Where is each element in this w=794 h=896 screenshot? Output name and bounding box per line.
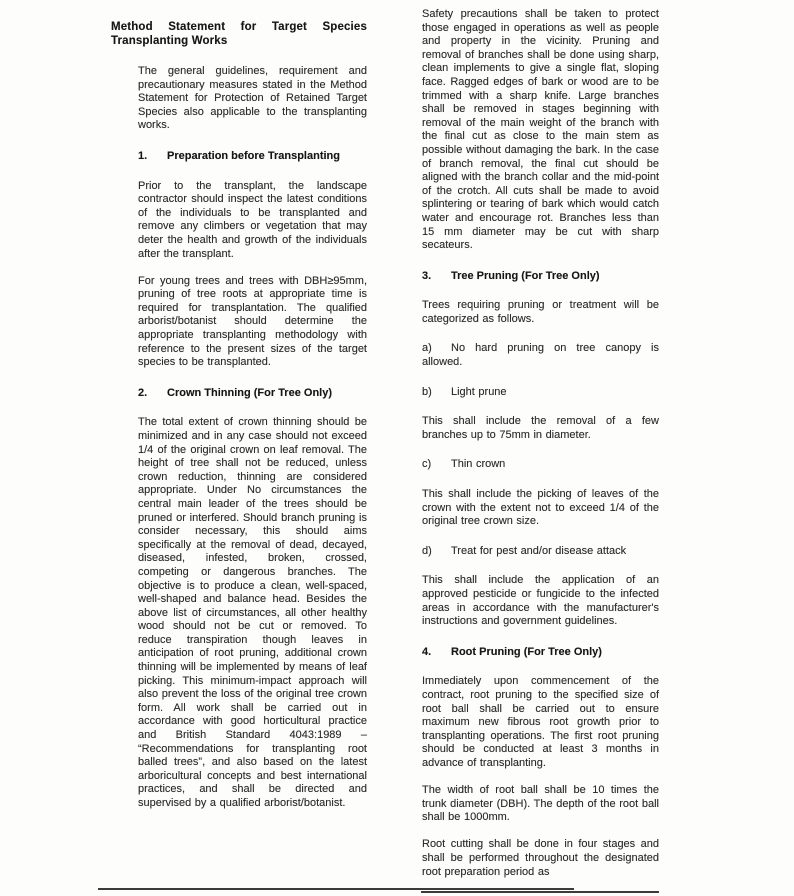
paragraph-root-pruning-2: The width of root ball shall be 10 times the trunk diameter (DBH). The depth of the root ball shall be 1000mm. [422, 784, 659, 824]
section-heading-1 [138, 150, 367, 164]
list-item-b [422, 386, 659, 400]
list-item-text: Treat for pest and/or disease attack [451, 544, 627, 557]
section-title: Crown Thinning (For Tree Only) [167, 386, 332, 399]
section-heading-4 [422, 646, 659, 660]
bottom-rule-right [421, 891, 659, 893]
paragraph-categorized: Trees requiring pruning or treatment will be categorized as follows. [422, 299, 659, 325]
paragraph-root-pruning-1: Immediately upon commencement of the contract, root pruning to the specified size of root ball shall be carried out to ensure maximum new fibrous root growth prior to transplanting operations. The first root pruning should be conducted at least 3 months in advance of transplanting. [422, 675, 659, 769]
left-column [111, 20, 367, 824]
intro-paragraph: The general guidelines, requirement and precautionary measures stated in the Method Statement for Protection of Retained Target Species also applicable to the transplanting works. [138, 65, 367, 132]
paragraph-thin-crown: This shall include the picking of leaves of the crown with the extent not to exceed 1/4 of the original tree crown size. [422, 488, 659, 528]
list-item-text: Light prune [451, 385, 507, 398]
paragraph-crown-thinning: The total extent of crown thinning should be minimized and in any case should not exceed 1/4 of the original crown on leaf removal. The height of tree shall not be reduced, unless crown reduction, thinning are considered appropriate. Under No circumstances the central main leader of the trees should be pruned or interfered. Should branch pruning is consider necessary, this should aims specifically at the removal of dead, decayed, diseased, infested, broken, crossed, competing or dangerous branches. The objective is to produce a clean, well-spaced, well-shaped and balance head. Besides the above list of circumstances, all other healthy wood should not be cut or removed. To reduce transpiration though leaves in anticipation of root pruning, additional crown thinning will be implemented by means of leaf picking. This minimum-impact approach will also prevent the loss of the original tree crown form. All work shall be carried out in accordance with good horticultural practice and British Standard 4043:1989 – “Recommendations for transplanting root balled trees”, and also based on the latest arboricultural concepts and best international practices, and shall be directed and supervised by a qualified arborist/botanist. [138, 416, 367, 809]
list-item-label: d) [422, 544, 432, 557]
section-title: Preparation before Transplanting [167, 149, 340, 162]
section-number: 2. [138, 386, 148, 399]
paragraph-safety: Safety precautions shall be taken to protect those engaged in operations as well as people and property in the vicinity. Pruning and removal of branches shall be done using sharp, clean implements to give a single flat, sloping face. Ragged edges of bark or wood are to be trimmed with a sharp knife. Large branches shall be removed in stages beginning with removal of the main weight of the branch with the final cut as close to the main stem as possible without damaging the bark. In the case of branch removal, the final cut should be aligned with the branch collar and the mid-point of the crotch. All cuts shall be made to avoid splintering or tearing of bark which would catch water and encourage rot. Branches less than 15 mm diameter may be cut with sharp secateurs. [422, 8, 659, 252]
list-item-text: Thin crown [451, 458, 506, 471]
section-number: 1. [138, 149, 148, 162]
paragraph-pesticide: This shall include the application of an approved pesticide or fungicide to the infected areas in accordance with the manufacturer's instructions and government guidelines. [422, 574, 659, 628]
paragraph-light-prune: This shall include the removal of a few branches up to 75mm in diameter. [422, 415, 659, 441]
section-number: 4. [422, 645, 432, 658]
paragraph-prior-transplant: Prior to the transplant, the landscape contractor should inspect the latest conditions of the individuals to be transplanted and remove any climbers or vegetation that may deter the health and growth of the individuals after the transplant. [138, 179, 367, 260]
bottom-rule-left [98, 888, 574, 890]
list-item-a [422, 342, 659, 369]
left-column-body [138, 65, 367, 811]
section-heading-2 [138, 387, 367, 401]
list-item-c [422, 458, 659, 472]
document-title: Method Statement for Target Species Transplanting Works [111, 21, 367, 47]
section-heading-3 [422, 270, 659, 284]
list-item-label: b) [422, 385, 432, 398]
section-title: Root Pruning (For Tree Only) [451, 645, 602, 658]
list-item-label: a) [422, 342, 432, 355]
section-title: Tree Pruning (For Tree Only) [451, 269, 600, 282]
right-column [422, 8, 659, 893]
paragraph-young-trees: For young trees and trees with DBH≥95mm, pruning of tree roots at appropriate time is required for transplantation. The qualified arborist/botanist should determine the appropriate transplanting methodology with reference to the present sizes of the target species to be transplanted. [138, 274, 367, 369]
list-item-label: c) [422, 458, 432, 471]
list-item-d [422, 545, 659, 559]
section-number: 3. [422, 269, 432, 282]
list-item-text: No hard pruning on tree canopy is allowed. [422, 342, 659, 369]
paragraph-root-pruning-3: Root cutting shall be done in four stages and shall be performed throughout the designated root preparation period as [422, 838, 659, 878]
